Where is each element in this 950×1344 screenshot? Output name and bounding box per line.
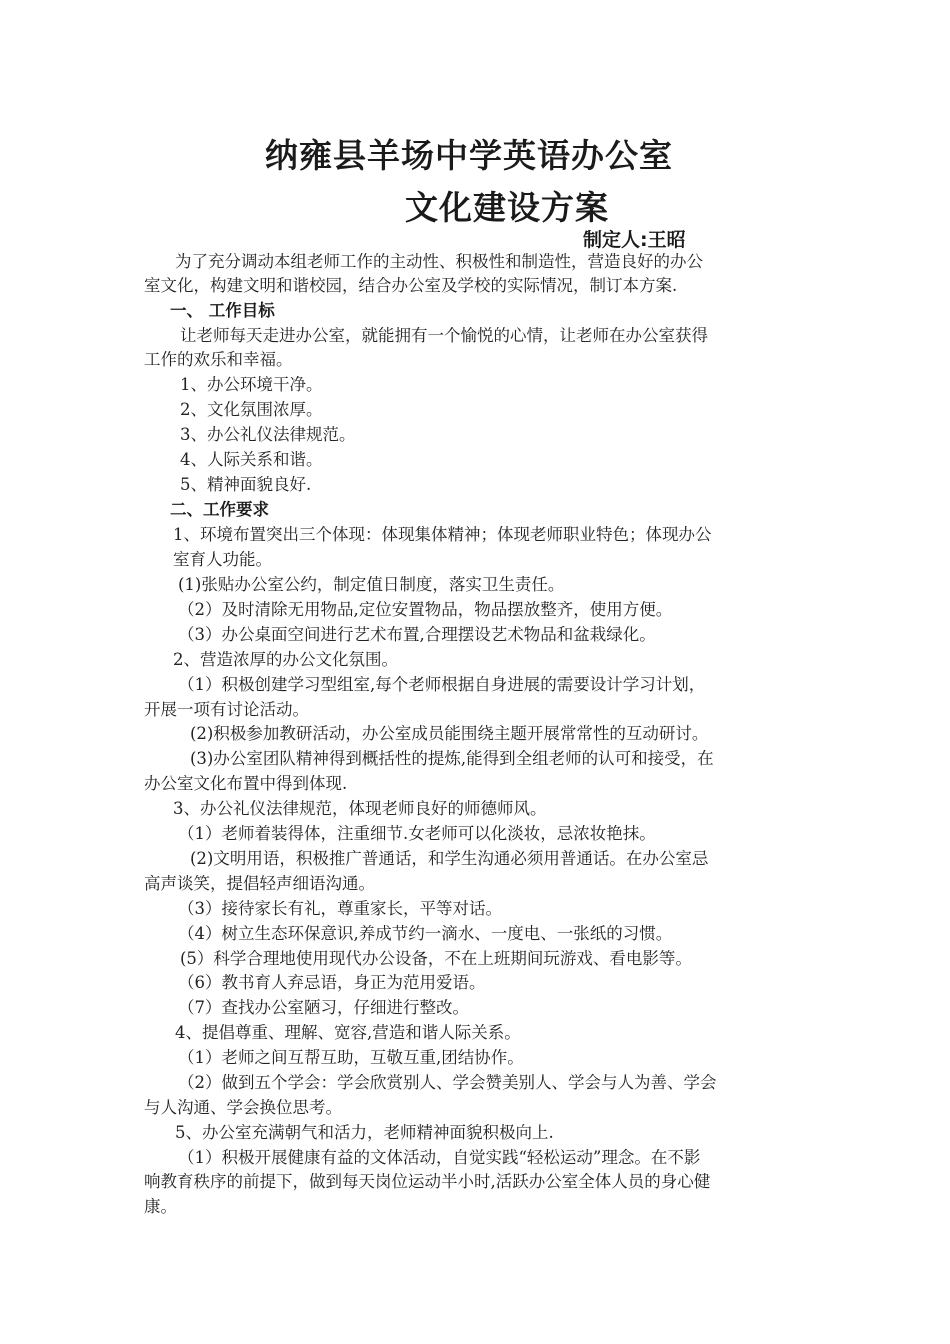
req-line: （1）积极开展健康有益的文体活动，自觉实践“轻松运动”理念。在不影 [178, 1148, 701, 1167]
goal-item-4: 4、人际关系和谐。 [180, 450, 323, 469]
req-line: （3）接待家长有礼，尊重家长，平等对话。 [178, 899, 502, 918]
document-author: 制定人:王昭 [583, 229, 686, 251]
goal-item-5: 5、精神面貌良好. [180, 475, 312, 494]
req-line: 康。 [144, 1197, 177, 1216]
req-line: （7）查找办公室陋习，仔细进行整改。 [178, 998, 469, 1017]
goal-item-2: 2、文化氛围浓厚。 [180, 400, 323, 419]
req-line: （2）及时清除无用物品,定位安置物品，物品摆放整齐，使用方便。 [178, 600, 673, 619]
intro-line-1: 为了充分调动本组老师工作的主动性、积极性和制造性，营造良好的办公 [175, 252, 703, 271]
req-line: (5）科学合理地使用现代办公设备，不在上班期间玩游戏、看电影等。 [180, 949, 692, 968]
document-title-line-2: 文化建设方案 [405, 188, 609, 227]
req-line: 5、办公室充满朝气和活力，老师精神面貌积极向上. [175, 1123, 554, 1142]
intro-line-2: 室文化，构建文明和谐校园，结合办公室及学校的实际情况，制订本方案. [144, 276, 678, 295]
document-title-line-1: 纳雍县羊场中学英语办公室 [265, 136, 673, 175]
req-line: （1）老师之间互帮互助，互敬互重,团结协作。 [178, 1048, 524, 1067]
section-2-heading: 二、工作要求 [170, 500, 269, 519]
goal-item-3: 3、办公礼仪法律规范。 [180, 425, 356, 444]
req-line: 响教育秩序的前提下，做到每天岗位运动半小时,活跃办公室全体人员的身心健 [144, 1172, 711, 1191]
req-line: 3、办公礼仪法律规范，体现老师良好的师德师风。 [173, 799, 547, 818]
req-line: （2）做到五个学会：学会欣赏别人、学会赞美别人、学会与人为善、学会 [178, 1073, 717, 1092]
req-line: 高声谈笑，提倡轻声细语沟通。 [144, 874, 375, 893]
req-line: （1）积极创建学习型组室,每个老师根据自身进展的需要设计学习计划， [178, 675, 706, 694]
req-line: (3)办公室团队精神得到概括性的提炼,能得到全组老师的认可和接受，在 [190, 749, 714, 768]
req-line: 4、提倡尊重、理解、宽容,营造和谐人际关系。 [175, 1023, 521, 1042]
section-1-para-line-2: 工作的欢乐和幸福。 [144, 350, 293, 369]
goal-item-1: 1、办公环境干净。 [180, 375, 323, 394]
req-line: （4）树立生态环保意识,养成节约一滴水、一度电、一张纸的习惯。 [178, 924, 673, 943]
req-line: （1）老师着装得体，注重细节.女老师可以化淡妆，忌浓妆艳抹。 [178, 824, 656, 843]
req-line: （3）办公桌面空间进行艺术布置,合理摆设艺术物品和盆栽绿化。 [178, 625, 656, 644]
req-line: 办公室文化布置中得到体现. [144, 774, 348, 793]
req-line: 开展一项有讨论活动。 [144, 700, 309, 719]
section-1-heading: 一、 工作目标 [170, 301, 275, 320]
req-line: 1、环境布置突出三个体现：体现集体精神；体现老师职业特色；体现办公 [173, 525, 712, 544]
req-line: (1)张贴办公室公约，制定值日制度，落实卫生责任。 [178, 575, 565, 594]
req-line: （6）教书育人弃忌语，身正为范用爱语。 [178, 973, 486, 992]
req-line: 室育人功能。 [173, 550, 272, 569]
req-line: (2)积极参加教研活动，办公室成员能围绕主题开展常常性的互动研讨。 [190, 724, 709, 743]
req-line: (2)文明用语，积极推广普通话，和学生沟通必须用普通话。在办公室忌 [190, 849, 709, 868]
req-line: 与人沟通、学会换位思考。 [144, 1098, 342, 1117]
section-1-para-line-1: 让老师每天走进办公室，就能拥有一个愉悦的心情，让老师在办公室获得 [180, 326, 708, 345]
req-line: 2、营造浓厚的办公文化氛围。 [173, 650, 398, 669]
